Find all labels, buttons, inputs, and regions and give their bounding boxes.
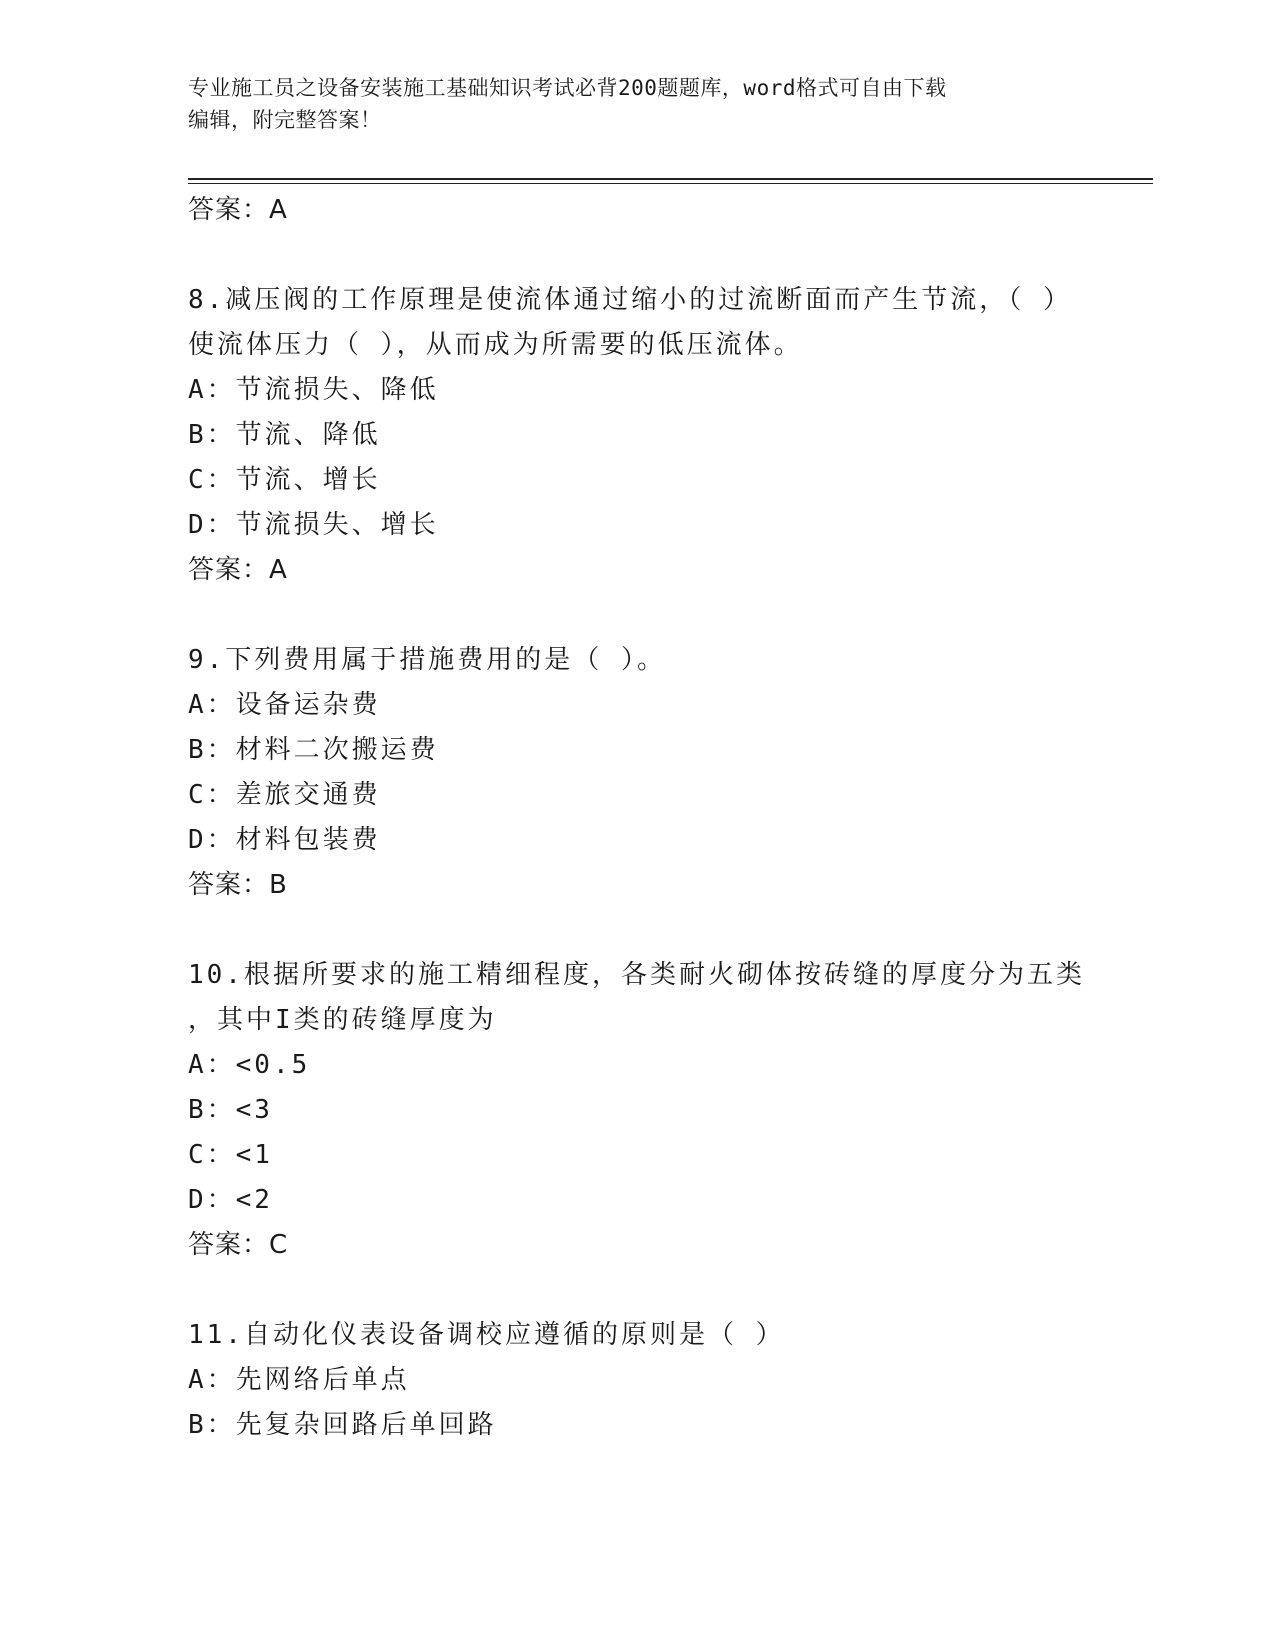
question-text: 11.自动化仪表设备调校应遵循的原则是（ ）	[188, 1320, 785, 1350]
question-text: 使流体压力（ ），从而成为所需要的低压流体。	[188, 330, 803, 360]
question-block	[188, 278, 1108, 593]
question-block	[188, 638, 1108, 908]
option-c: C：<1	[188, 1140, 273, 1170]
option-a: A：先网络后单点	[188, 1365, 410, 1395]
header-line-1: 专业施工员之设备安装施工基础知识考试必背200题题库，word格式可自由下载	[188, 76, 947, 100]
question-block	[188, 953, 1108, 1268]
header-divider-thin	[188, 183, 1153, 184]
spacer	[188, 1268, 1108, 1313]
option-b: B：节流、降低	[188, 420, 381, 450]
question-text: 10.根据所要求的施工精细程度，各类耐火砌体按砖缝的厚度分为五类	[188, 960, 1085, 990]
previous-answer: 答案：A	[188, 195, 288, 225]
question-text: 9.下列费用属于措施费用的是（ ）。	[188, 645, 666, 675]
option-b: B：先复杂回路后单回路	[188, 1410, 497, 1440]
spacer	[188, 593, 1108, 638]
answer-text: 答案：A	[188, 555, 288, 585]
spacer	[188, 233, 1108, 278]
header-line-2: 编辑，附完整答案！	[188, 108, 382, 132]
option-d: D：材料包装费	[188, 825, 381, 855]
header-divider-thick	[188, 178, 1153, 180]
document-header	[188, 72, 1088, 136]
option-d: D：<2	[188, 1185, 273, 1215]
answer-text: 答案：B	[188, 870, 288, 900]
question-text: 8.减压阀的工作原理是使流体通过缩小的过流断面而产生节流，（ ）	[188, 285, 1072, 315]
option-c: C：节流、增长	[188, 465, 381, 495]
option-a: A：节流损失、降低	[188, 375, 439, 405]
question-list	[188, 188, 1108, 1448]
option-b: B：材料二次搬运费	[188, 735, 439, 765]
option-d: D：节流损失、增长	[188, 510, 439, 540]
question-block	[188, 1313, 1108, 1448]
option-b: B：<3	[188, 1095, 273, 1125]
question-text: ，其中I类的砖缝厚度为	[188, 1005, 497, 1035]
option-a: A：设备运杂费	[188, 690, 381, 720]
option-a: A：<0.5	[188, 1050, 311, 1080]
spacer	[188, 908, 1108, 953]
option-c: C：差旅交通费	[188, 780, 381, 810]
answer-text: 答案：C	[188, 1230, 289, 1260]
